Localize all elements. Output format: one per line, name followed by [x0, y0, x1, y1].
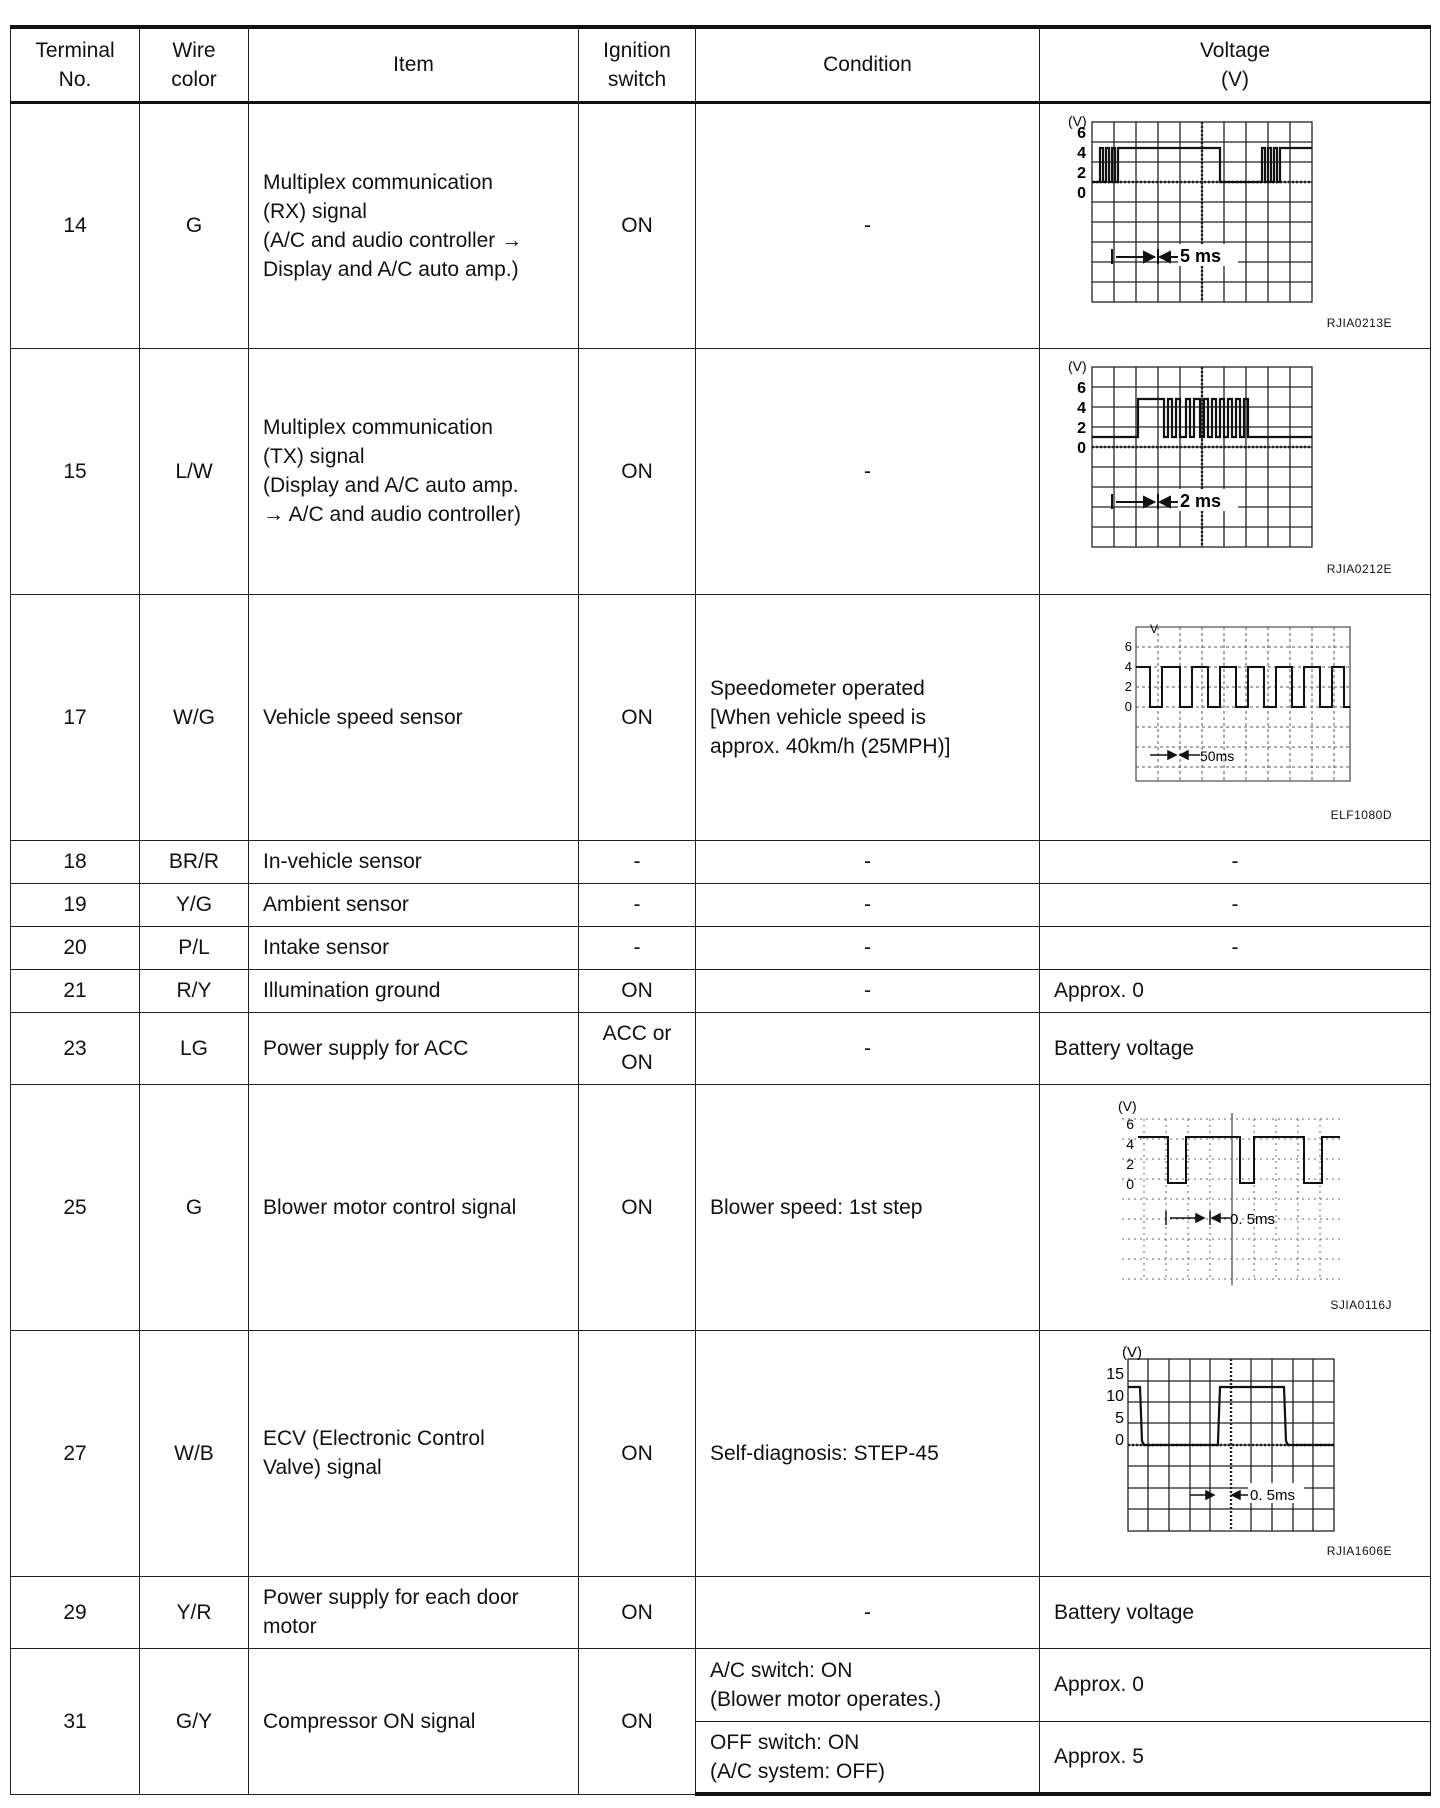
ignition-cell: ON [579, 1084, 696, 1330]
table-row [11, 1576, 1431, 1648]
signal-trace [1138, 1137, 1340, 1183]
terminal-cell: 29 [11, 1576, 140, 1648]
condition-cell: - [696, 102, 1040, 348]
table-row [11, 1084, 1431, 1330]
item-cell: Intake sensor [249, 926, 579, 969]
terminal-cell: 17 [11, 594, 140, 840]
ignition-cell: - [579, 883, 696, 926]
table-row [11, 1648, 1431, 1721]
unit-label: (V) [1122, 1344, 1142, 1361]
table-row [11, 1330, 1431, 1576]
time-marker [1150, 751, 1200, 759]
item-cell: Illumination ground [249, 969, 579, 1012]
time-marker [1166, 1211, 1230, 1225]
y-tick-label: 2 [1077, 420, 1086, 437]
wire-color-cell: G [140, 102, 249, 348]
terminal-cell: 21 [11, 969, 140, 1012]
ignition-cell: ON [579, 1330, 696, 1576]
condition-cell: - [696, 883, 1040, 926]
voltage-cell: Approx. 0 [1040, 969, 1431, 1012]
table-row [11, 840, 1431, 883]
item-cell: Multiplex communication (RX) signal (A/C and audio controller → Display and A/C auto amp.) [249, 102, 579, 348]
terminal-cell: 18 [11, 840, 140, 883]
scope-grid [1092, 367, 1312, 547]
time-scale-label: 0. 5ms [1250, 1487, 1296, 1504]
time-scale-label: 5 ms [1180, 245, 1222, 266]
ignition-cell: - [579, 926, 696, 969]
figure-id: RJIA1606E [1326, 1543, 1392, 1558]
time-scale-label: 50ms [1200, 748, 1235, 764]
wire-color-cell: Y/G [140, 883, 249, 926]
condition-header: Condition [696, 27, 1040, 102]
y-tick-label: 2 [1126, 1156, 1134, 1172]
y-tick-label: 0 [1124, 699, 1132, 714]
figure-id: SJIA0116J [1330, 1297, 1392, 1312]
terminal-cell: 25 [11, 1084, 140, 1330]
y-tick-label: 4 [1124, 659, 1132, 674]
item-cell: Ambient sensor [249, 883, 579, 926]
ignition-cell: ON [579, 348, 696, 594]
time-scale-label: 2 ms [1180, 491, 1222, 511]
condition-cell: OFF switch: ON (A/C system: OFF) [696, 1721, 1040, 1794]
y-tick-label: 0 [1126, 1176, 1134, 1192]
condition-cell: - [696, 840, 1040, 883]
ignition-cell: ON [579, 594, 696, 840]
ignition-cell: - [579, 840, 696, 883]
voltage-cell: Battery voltage [1040, 1012, 1431, 1084]
item-cell: ECV (Electronic Control Valve) signal [249, 1330, 579, 1576]
figure-id: RJIA0213E [1326, 315, 1392, 330]
y-tick-label: 15 [1106, 1366, 1124, 1383]
terminal-cell: 27 [11, 1330, 140, 1576]
wire-color-cell: W/B [140, 1330, 249, 1576]
wire-color-cell: Y/R [140, 1576, 249, 1648]
ignition-cell: ON [579, 102, 696, 348]
y-tick-label: 6 [1124, 639, 1132, 654]
item-cell: Vehicle speed sensor [249, 594, 579, 840]
voltage-waveform-cell [1040, 1084, 1431, 1330]
wire-color-cell: R/Y [140, 969, 249, 1012]
y-tick-label: 4 [1126, 1136, 1134, 1152]
ignition-cell: ON [579, 969, 696, 1012]
table-row [11, 1012, 1431, 1084]
table-row [11, 102, 1431, 348]
ignition-cell: ACC or ON [579, 1012, 696, 1084]
terminal-cell: 23 [11, 1012, 140, 1084]
voltage-cell: Approx. 5 [1040, 1721, 1431, 1794]
unit-label: (V) [1068, 358, 1087, 374]
y-tick-label: 0 [1077, 184, 1086, 202]
unit-label: V [1150, 622, 1159, 636]
header-row [11, 27, 1431, 102]
terminal-cell: 20 [11, 926, 140, 969]
figure-id: ELF1080D [1330, 807, 1392, 822]
item-cell: Compressor ON signal [249, 1648, 579, 1794]
y-tick-label: 4 [1077, 400, 1086, 417]
terminal-cell: 19 [11, 883, 140, 926]
condition-cell: - [696, 1012, 1040, 1084]
y-tick-label: 0 [1077, 440, 1086, 457]
item-header: Item [249, 27, 579, 102]
condition-cell: - [696, 348, 1040, 594]
condition-cell: - [696, 926, 1040, 969]
figure-id: RJIA0212E [1326, 561, 1392, 576]
table-row [11, 883, 1431, 926]
y-tick-label: 6 [1126, 1116, 1134, 1132]
terminal-cell: 14 [11, 102, 140, 348]
voltage-cell: - [1040, 926, 1431, 969]
terminal-table-sheet [10, 25, 1430, 1796]
condition-cell: A/C switch: ON (Blower motor operates.) [696, 1648, 1040, 1721]
table-row [11, 926, 1431, 969]
item-cell: Blower motor control signal [249, 1084, 579, 1330]
terminal-cell: 15 [11, 348, 140, 594]
table-row [11, 348, 1431, 594]
item-cell: In-vehicle sensor [249, 840, 579, 883]
wire-color-cell: G [140, 1084, 249, 1330]
y-tick-label: 5 [1115, 1410, 1124, 1427]
voltage-header: Voltage (V) [1040, 27, 1431, 102]
wire-color-cell: BR/R [140, 840, 249, 883]
y-tick-label: 2 [1124, 679, 1132, 694]
y-tick-label: 6 [1077, 380, 1086, 397]
voltage-waveform-cell [1040, 594, 1431, 840]
condition-cell: Speedometer operated [When vehicle speed is approx. 40km/h (25MPH)] [696, 594, 1040, 840]
condition-cell: Blower speed: 1st step [696, 1084, 1040, 1330]
unit-label: (V) [1118, 1098, 1137, 1114]
y-tick-label: 0 [1115, 1432, 1124, 1449]
condition-cell: - [696, 1576, 1040, 1648]
y-tick-label: 2 [1077, 164, 1086, 182]
ignition-cell: ON [579, 1648, 696, 1794]
wire-color-header: Wire color [140, 27, 249, 102]
condition-cell: - [696, 969, 1040, 1012]
voltage-waveform-cell [1040, 348, 1431, 594]
wire-color-cell: P/L [140, 926, 249, 969]
terminal-table [10, 25, 1431, 1796]
terminal-cell: 31 [11, 1648, 140, 1794]
y-tick-label: 10 [1106, 1388, 1124, 1405]
wire-color-cell: W/G [140, 594, 249, 840]
item-cell: Power supply for each door motor [249, 1576, 579, 1648]
voltage-cell: - [1040, 883, 1431, 926]
wire-color-cell: LG [140, 1012, 249, 1084]
voltage-waveform-cell [1040, 1330, 1431, 1576]
y-tick-label: 4 [1077, 144, 1086, 162]
voltage-cell: Approx. 0 [1040, 1648, 1431, 1721]
terminal-header: Terminal No. [11, 27, 140, 102]
voltage-cell: - [1040, 840, 1431, 883]
voltage-waveform-cell [1040, 102, 1431, 348]
table-row [11, 594, 1431, 840]
wire-color-cell: G/Y [140, 1648, 249, 1794]
time-scale-label: 0. 5ms [1230, 1211, 1276, 1228]
item-cell: Multiplex communication (TX) signal (Display and A/C auto amp. → A/C and audio controller) [249, 348, 579, 594]
y-tick-label: 6 [1077, 124, 1086, 142]
ignition-header: Ignition switch [579, 27, 696, 102]
ignition-cell: ON [579, 1576, 696, 1648]
condition-cell: Self-diagnosis: STEP-45 [696, 1330, 1040, 1576]
time-marker [1190, 1491, 1250, 1499]
unit-label: (V) [1068, 112, 1087, 129]
table-row [11, 969, 1431, 1012]
voltage-cell: Battery voltage [1040, 1576, 1431, 1648]
item-cell: Power supply for ACC [249, 1012, 579, 1084]
scope-grid [1122, 1113, 1340, 1285]
wire-color-cell: L/W [140, 348, 249, 594]
